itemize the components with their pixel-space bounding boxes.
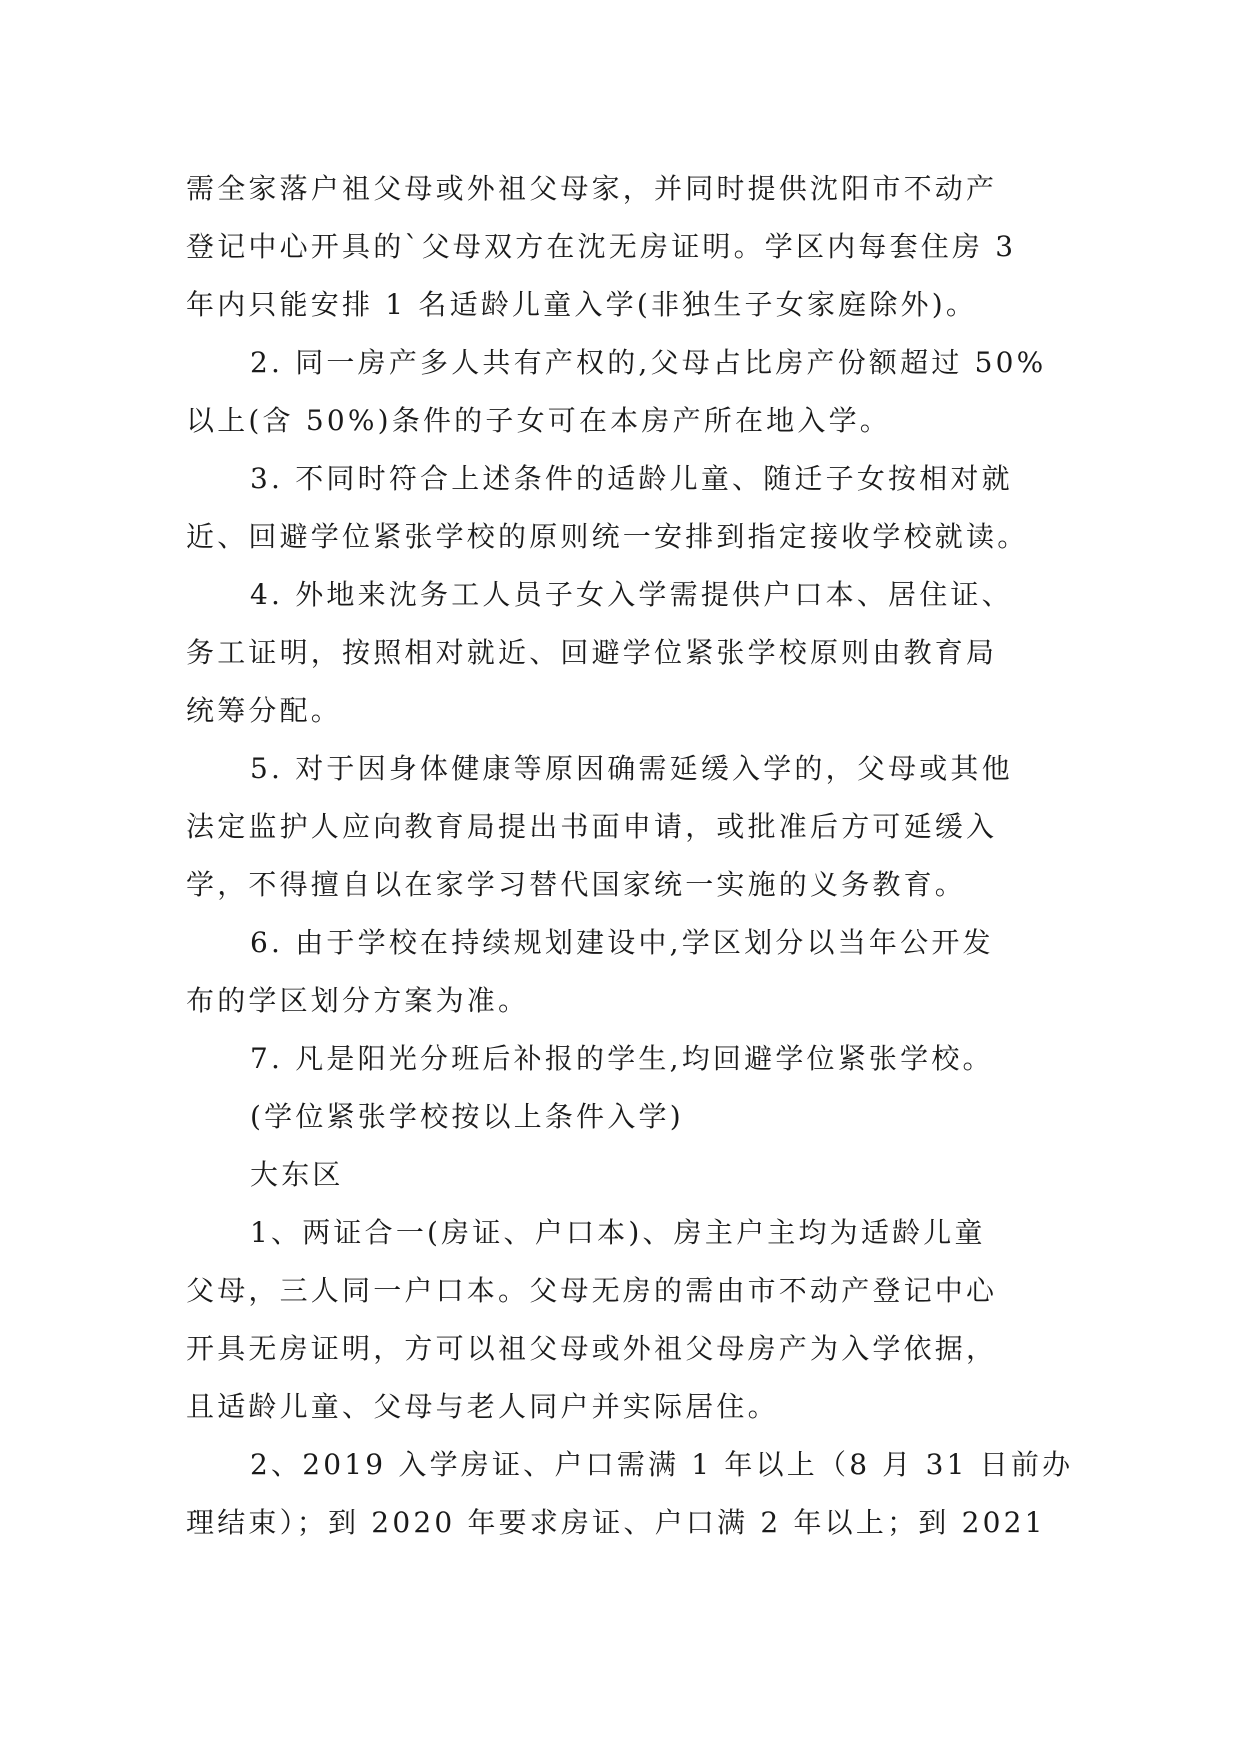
text-line: 5. 对于因身体健康等原因确需延缓入学的，父母或其他 [250,752,1013,785]
text-line: 近、回避学位紧张学校的原则统一安排到指定接收学校就读。 [186,520,1029,553]
text-line: 以上(含 50%)条件的子女可在本房产所在地入学。 [186,404,891,437]
text-line: 统筹分配。 [186,694,343,727]
text-line: 4. 外地来沈务工人员子女入学需提供户口本、居住证、 [250,578,1013,611]
text-line: 学，不得擅自以在家学习替代国家统一实施的义务教育。 [186,868,967,901]
section-heading: 大东区 [250,1158,344,1191]
text-line: 父母，三人同一户口本。父母无房的需由市不动产登记中心 [186,1274,998,1307]
text-line: 法定监护人应向教育局提出书面申请，或批准后方可延缓入 [186,810,998,843]
text-line: 年内只能安排 1 名适龄儿童入学(非独生子女家庭除外)。 [186,288,978,321]
text-line: 登记中心开具的`父母双方在沈无房证明。学区内每套住房 3 [186,230,1017,263]
text-line: 2、2019 入学房证、户口需满 1 年以上（8 月 31 日前办 [250,1448,1074,1481]
text-line: (学位紧张学校按以上条件入学) [250,1100,684,1133]
text-line: 理结束）；到 2020 年要求房证、户口满 2 年以上；到 2021 [186,1506,1046,1539]
text-line: 开具无房证明，方可以祖父母或外祖父母房产为入学依据， [186,1332,998,1365]
text-line: 且适龄儿童、父母与老人同户并实际居住。 [186,1390,779,1423]
text-line: 布的学区划分方案为准。 [186,984,530,1017]
text-line: 需全家落户祖父母或外祖父母家，并同时提供沈阳市不动产 [186,172,998,205]
text-line: 6. 由于学校在持续规划建设中,学区划分以当年公开发 [250,926,994,959]
text-line: 务工证明，按照相对就近、回避学位紧张学校原则由教育局 [186,636,998,669]
text-line: 3. 不同时符合上述条件的适龄儿童、随迁子女按相对就 [250,462,1013,495]
document-body [186,160,1074,1552]
text-line: 2. 同一房产多人共有产权的,父母占比房产份额超过 50% [250,346,1047,379]
text-line: 7. 凡是阳光分班后补报的学生,均回避学位紧张学校。 [250,1042,994,1075]
text-line: 1、两证合一(房证、户口本)、房主户主均为适龄儿童 [250,1216,986,1249]
